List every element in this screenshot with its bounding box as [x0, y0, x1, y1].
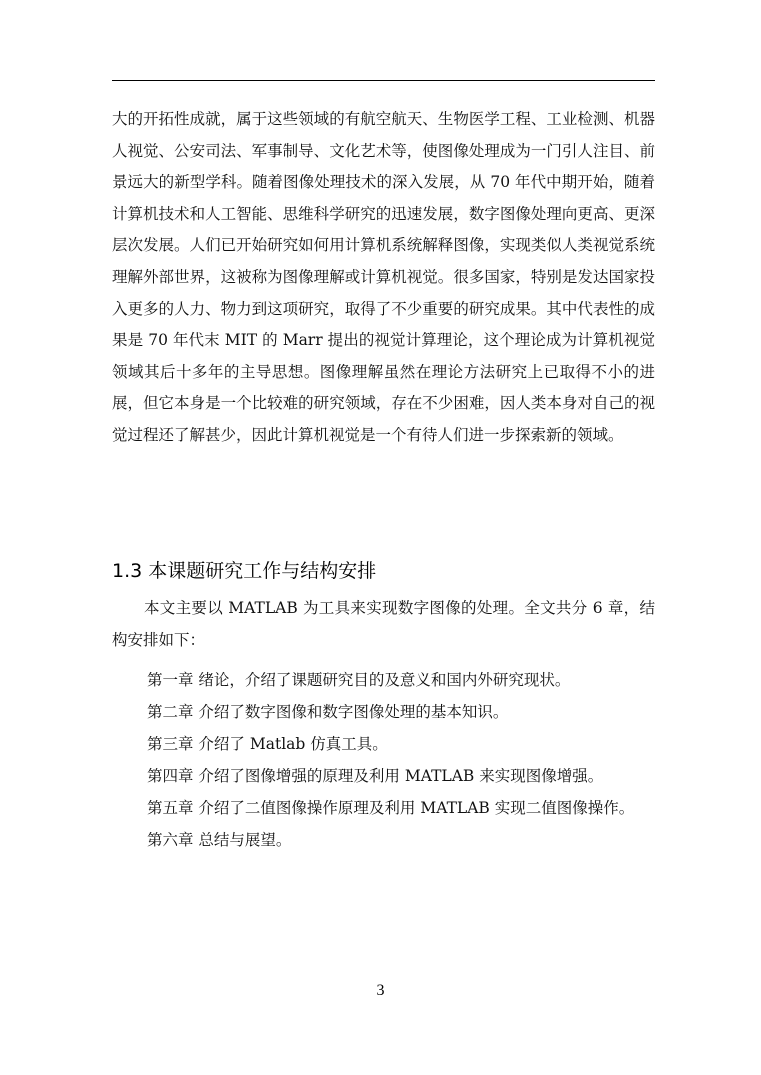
- section-intro: 本文主要以 MATLAB 为工具来实现数字图像的处理。全文共分 6 章，结构安排如下：: [112, 599, 655, 649]
- chapter-item-3: 第三章 介绍了 Matlab 仿真工具。: [147, 735, 388, 753]
- chapter-list: [112, 664, 655, 856]
- chapter-item-1: 第一章 绪论，介绍了课题研究目的及意义和国内外研究现状。: [147, 671, 571, 689]
- chapter-item-6: 第六章 总结与展望。: [147, 831, 292, 849]
- chapter-item-5: 第五章 介绍了二值图像操作原理及利用 MATLAB 实现二值图像操作。: [147, 799, 635, 817]
- header-rule: [112, 80, 655, 81]
- chapter-item-2: 第二章 介绍了数字图像和数字图像处理的基本知识。: [147, 703, 509, 721]
- body-paragraph: 大的开拓性成就，属于这些领域的有航空航天、生物医学工程、工业检测、机器人视觉、公安司法、军事制导、文化艺术等，使图像处理成为一门引人注目、前景远大的新型学科。随着图像处理技术的深入发展，从 70 年代中期开始，随着计算机技术和人工智能、思维科学研究的迅速发展，数字图像处理向更高、更深层次发展。人们已开始研究如何用计算机系统解释图像，实现类似人类视觉系统理解外部世界，这被称为图像理解或计算机视觉。很多国家，特别是发达国家投入更多的人力、物力到这项研究，取得了不少重要的研究成果。其中代表性的成果是 70 年代末 MIT 的 Marr 提出的视觉计算理论，这个理论成为计算机视觉领域其后十多年的主导思想。图像理解虽然在理论方法研究上已取得不小的进展，但它本身是一个比较难的研究领域，存在不少困难，因人类本身对自己的视觉过程还了解甚少，因此计算机视觉是一个有待人们进一步探索新的领域。: [112, 110, 655, 444]
- section-heading: 1.3 本课题研究工作与结构安排: [112, 560, 377, 582]
- page-number: 3: [376, 982, 385, 999]
- chapter-item-4: 第四章 介绍了图像增强的原理及利用 MATLAB 来实现图像增强。: [147, 767, 604, 785]
